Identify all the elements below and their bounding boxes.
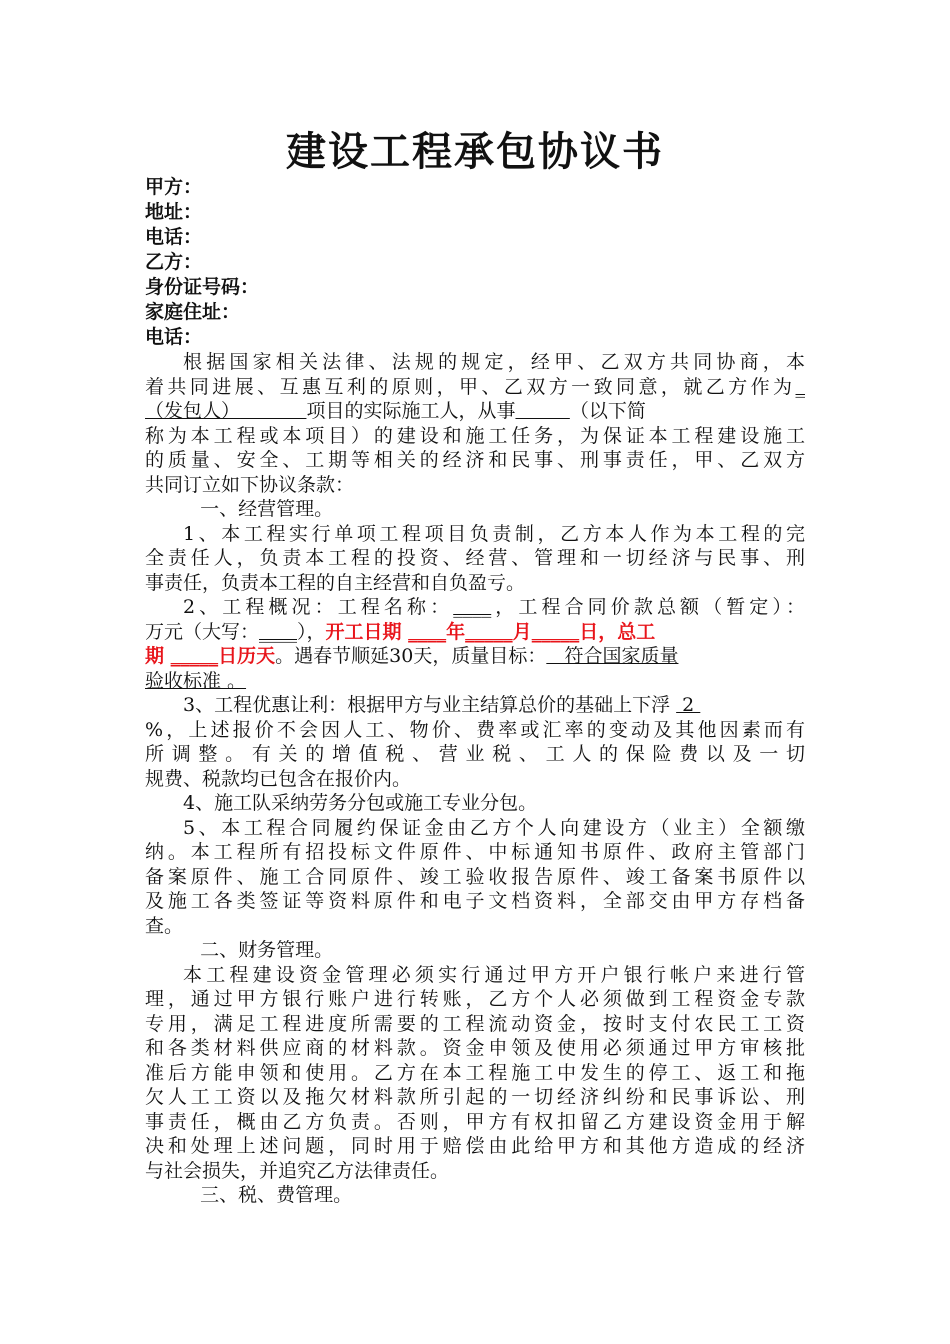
party-b-label: 乙方： — [145, 251, 203, 273]
intro-line: 的质量、安全、工期等相关的经济和民事、刑事责任，甲、乙双方 — [145, 449, 805, 471]
intro-paragraph — [145, 350, 805, 497]
party-a-label: 甲方： — [145, 176, 203, 198]
clause-1: 1、本工程实行单项工程项目负责制，乙方本人作为本工程的完 全责任人，负责本工程的投资、经营、管理和一切经济与民事、刑 事责任，负责本工程的自主经营和自负盈亏。 — [145, 522, 805, 594]
intro-line: 共同订立如下协议条款： — [145, 473, 355, 496]
intro-line: 着共同进展、互惠互利的原则，甲、乙双方一致同意，就乙方作为_ — [145, 375, 805, 398]
intro-line: （发包人） 项目的实际施工人，从事 （以下简 — [145, 400, 646, 422]
party-a-address-label: 地址： — [145, 201, 203, 223]
contractor-blank: （发包人） — [145, 400, 241, 422]
start-date-text: 开工日期 — [325, 620, 409, 643]
party-info-fields — [145, 175, 825, 350]
section-heading-tax: 三、税、费管理。 — [200, 1184, 353, 1206]
duration-text: 期 — [145, 645, 171, 667]
quality-target: 符合国家质量 — [546, 645, 679, 667]
clause-5: 5、本工程合同履约保证金由乙方个人向建设方（业主）全额缴 纳。本工程所有招投标文件原件、中标通知书原件、政府主管部门 备案原件、施工合同原件、竣工验收报告原件、竣工备案书原件以 及施工各类签证等资料原件和电子文档资料，全部交由甲方存档备 查。 — [145, 816, 805, 937]
party-b-id-label: 身份证号码： — [145, 276, 260, 298]
agreement-body — [145, 350, 805, 1208]
finance-paragraph: 本工程建设资金管理必须实行通过甲方开户银行帐户来进行管 理，通过甲方银行账户进行转账，乙方个人必须做到工程资金专款 专用，满足工程进度所需要的工程流动资金，按时支付农民工工资 和各类材料供应商的材料款。资金申领及使用必须通过甲方审核批 准后方能申领和使用。乙方在本工程施工中发生的停工、返工和拖 欠人工工资以及拖欠材料款所引起的一切经济纠纷和民事诉讼、刑 事责任，概由乙方负责。否则，甲方有权扣留乙方建设资金用于解 决和处理上述问题，同时用于赔偿由此给甲方和其他方造成的经济 与社会损失，并追究乙方法律责任。 — [145, 963, 805, 1182]
party-a-phone-label: 电话： — [145, 226, 203, 248]
party-b-home-address-label: 家庭住址： — [145, 301, 241, 323]
party-b-phone-label: 电话： — [145, 326, 203, 348]
work-blank — [515, 400, 569, 422]
section-heading-finance: 二、财务管理。 — [200, 939, 334, 961]
intro-line: 称为本工程或本项目）的建设和施工任务，为保证本工程建设施工 — [145, 424, 805, 447]
clause-3: 3、工程优惠让利：根据甲方与业主结算总价的基础上下浮 2 %，上述报价不会因人工、物价、费率或汇率的变动及其他因素而有 所调整。有关的增值税、营业税、工人的保险费以及一切 规费、税款均已包含在报价内。 — [145, 694, 805, 790]
clause-4: 4、施工队采纳劳务分包或施工专业分包。 — [183, 792, 538, 814]
clause-2: 2、工程概况：工程名称：____，工程合同价款总额（暂定）： 万元（大写：____），开工日期 ____年_____月_____日，总工 期 _____日历天。遇春节顺延30天，质量目标： 符合国家质量 验收标准 。 — [145, 596, 805, 692]
section-heading-operations: 一、经营管理。 — [200, 498, 334, 520]
amount-blank: ____ — [259, 620, 298, 643]
discount-rate: 2 — [676, 694, 701, 716]
document-title: 建设工程承包协议书 — [286, 129, 664, 175]
project-name-blank: ____ — [453, 596, 492, 618]
intro-line: 根据国家相关法律、法规的规定，经甲、乙双方共同协商，本 — [183, 351, 805, 373]
